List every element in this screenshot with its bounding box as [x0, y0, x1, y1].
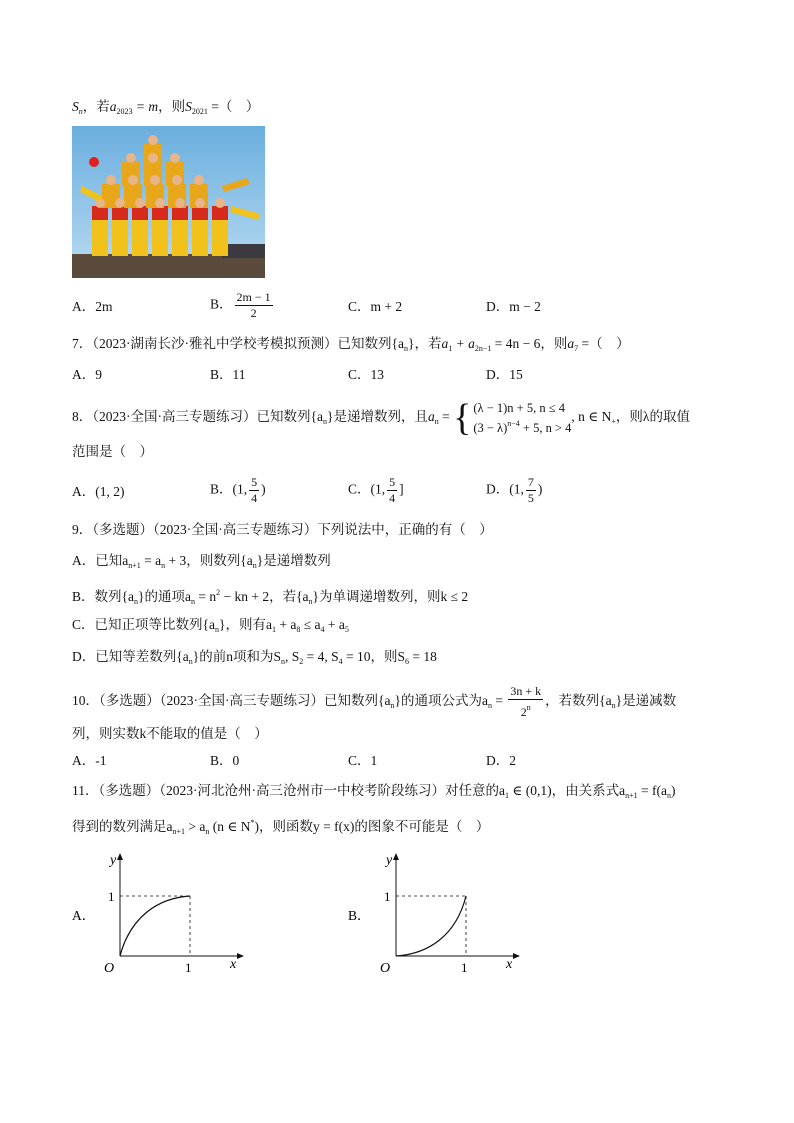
q9-option-c: C．已知正项等比数列$\{a_n\}$，则有$a_1 + a_8 \le a_4 + a_5$ — [72, 617, 349, 634]
q8-option-a: A．(1, 2) — [72, 484, 125, 499]
q8-option-c: C．(1, $\frac{5}{4}$ ] — [348, 475, 404, 505]
graph-b-label: B． — [348, 908, 371, 923]
q7-option-c: C．13 — [348, 367, 385, 382]
graph-a-y-tick: 1 — [108, 889, 115, 904]
graph-b-y-label: y — [386, 853, 393, 868]
q7-option-d: D．15 — [486, 367, 523, 382]
piecewise-definition: { (λ − 1)n + 5, n ≤ 4 $(3 - \lambda)^{n-4} + 5$, n > 4 — [453, 396, 572, 439]
q11-graph-b — [348, 848, 528, 978]
question-6-stem-tail: $S_n$，若$a_{2023} = m$，则$S_{2021}$ =（ ） — [72, 99, 260, 116]
question-10-stem-cont: 列，则实数k不能取的值是（ ） — [72, 726, 268, 741]
q10-option-a: A．-1 — [72, 753, 107, 768]
q9-option-a: A．已知$a_{n+1} = a_n + 3$，则数列$\{a_n\}$是递增数列 — [72, 553, 331, 570]
question-10-stem: 10．（多选题）（2023·全国·高三专题练习）已知数列$\{a_n\}$的通项公式为$a_n$ = $\frac{3n + k}{2^n}$ ，若数列$\{a_n\}$是递减数 — [72, 684, 677, 719]
q6-option-c: C．m + 2 — [348, 299, 403, 314]
question-11-stem: 11．（多选题）（2023·河北沧州·高三沧州市一中校考阶段练习）对任意的$a_1$ ∈ (0,1)，由关系式$a_{n+1} = f(a_n)$ — [72, 783, 676, 800]
question-8-stem-cont: 范围是（ ） — [72, 444, 153, 459]
graph-b-x-tick: 1 — [461, 960, 468, 975]
q10-option-d: D．2 — [486, 753, 516, 768]
graph-b-origin: O — [380, 961, 391, 976]
q10-option-b: B．0 — [210, 753, 240, 768]
q9-option-d: D．已知等差数列$\{a_n\}$的前n项和为$S_n$, $S_2 = 4$, $S_4 = 10$，则$S_6 = 18$ — [72, 649, 437, 666]
q11-graph-a — [72, 848, 252, 978]
q6-option-a: A．2m — [72, 299, 113, 314]
graph-a-x-tick: 1 — [185, 960, 192, 975]
graph-b-y-tick: 1 — [384, 889, 391, 904]
graph-a-origin: O — [104, 961, 115, 976]
q9-option-b: B．数列$\{a_n\}$的通项$a_n = n^2$ − kn + 2，若$\{a_n\}$为单调递增数列，则k ≤ 2 — [72, 588, 469, 606]
q6-option-d: D．m − 2 — [486, 299, 541, 314]
question-7-stem: 7．（2023·湖南长沙·雅礼中学校考模拟预测）已知数列$\{a_n\}$，若$a_1 + a_{2n-1} = 4n - 6$，则$a_7$ =（ ） — [72, 336, 630, 353]
q7-option-b: B．11 — [210, 367, 246, 382]
graph-a-x-label: x — [230, 957, 237, 972]
graph-a-y-label: y — [110, 853, 117, 868]
q7-option-a: A．9 — [72, 367, 102, 382]
q8-option-d: D．(1, $\frac{7}{5}$ ) — [486, 475, 543, 505]
graph-b-x-label: x — [506, 957, 513, 972]
q6-option-b: B． $\frac{2m - 1}{2}$ — [210, 290, 271, 320]
question-11-stem-cont: 得到的数列满足$a_{n+1} > a_n$ (n ∈ N*)，则函数y = f(x)的图象不可能是（ ） — [72, 818, 490, 836]
q8-option-b: B．(1, $\frac{5}{4}$ ) — [210, 475, 266, 505]
question-9-stem: 9．（多选题）（2023·全国·高三专题练习）下列说法中，正确的有（ ） — [72, 522, 493, 537]
acrobat-pyramid-photo — [72, 126, 265, 278]
graph-a-label: A． — [72, 908, 96, 923]
question-8-stem: 8．（2023·全国·高三专题练习）已知数列$\{a_n\}$是递增数列，且$a_n$ = { (λ − 1)n + 5, n ≤ 4 $(3 - \lambda)^{n-4} + 5$, n > 4 , n ∈ $N_+$，则λ的取值 — [72, 396, 690, 439]
q10-option-c: C．1 — [348, 753, 378, 768]
